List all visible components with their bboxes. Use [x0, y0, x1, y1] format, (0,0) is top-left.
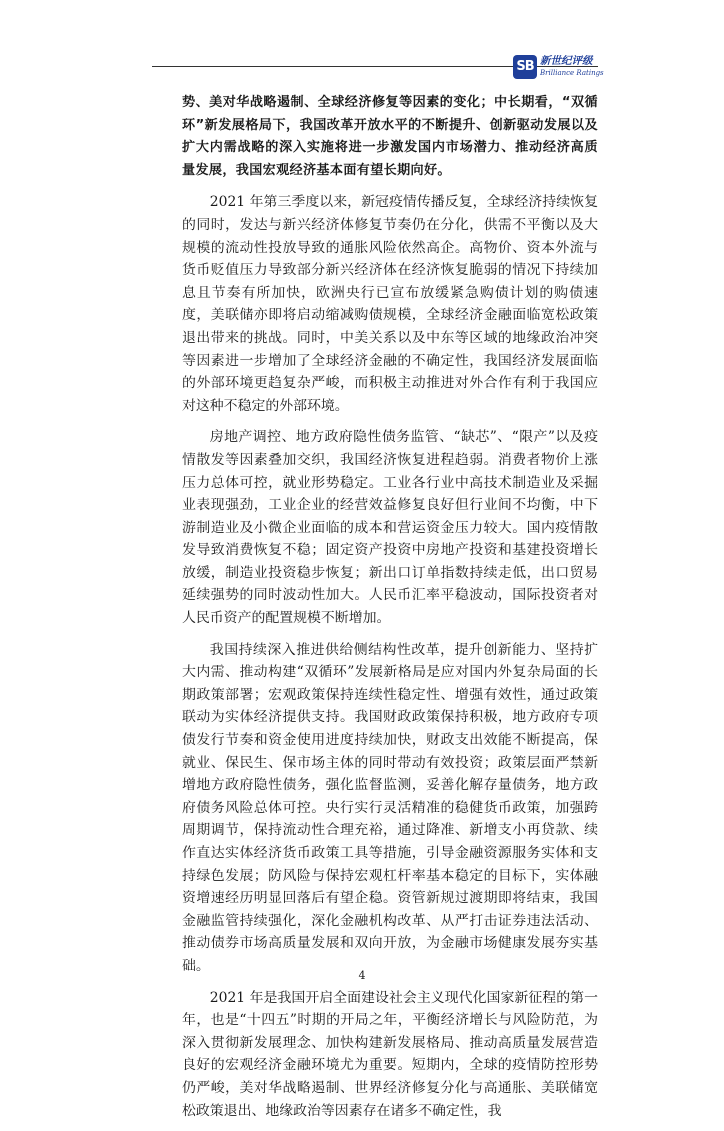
paragraph-outlook: 2021 年是我国开启全面建设社会主义现代化国家新征程的第一年，也是“十四五”时期的开局之年，平衡经济增长与风险防范，为深入贯彻新发展理念、加快构建新发展格局、推动高质量发展营造良好的宏观经济金融环境尤为重要。短期内，全球的疫情防控形势仍严峻，美对华战略遏制、世界经济修复分化与高通胀、美联储宽松政策退出、地缘政治等因素存在诸多不确定性，我: [182, 989, 598, 1119]
logo-mark-icon: SB: [513, 55, 537, 79]
logo-chinese-name: 新世纪评级: [540, 55, 593, 67]
logo-english-name: Brilliance Ratings: [540, 69, 604, 77]
brand-logo: [513, 50, 605, 82]
paragraph-policy: 我国持续深入推进供给侧结构性改革，提升创新能力、坚持扩大内需、推动构建“双循环”发展新格局是应对国内外复杂局面的长期政策部署；宏观政策保持连续性稳定性、增强有效性，通过政策联动为实体经济提供支持。我国财政政策保持积极，地方政府专项债发行节奏和资金使用进度持续加快，财政支出效能不断提高，保就业、保民生、保市场主体的同时带动有效投资；政策层面严禁新增地方政府隐性债务，强化监督监测，妥善化解存量债务，地方政府债务风险总体可控。央行实行灵活精准的稳健货币政策，加强跨周期调节，保持流动性合理充裕，通过降准、新增支小再贷款、续作直达实体经济货币政策工具等措施，引导金融资源服务实体和支持绿色发展；防风险与保持宏观杠杆率基本稳定的目标下，实体融资增速经历明显回落后有望企稳。资管新规过渡期即将结束，我国金融监管持续强化，深化金融机构改革、从严打击证券违法活动、推动债券市场高质量发展和双向开放，为金融市场健康发展夯实基础。: [182, 641, 598, 974]
paragraph-domestic-economy: 房地产调控、地方政府隐性债务监管、“缺芯”、“限产”以及疫情散发等因素叠加交织，我国经济恢复进程趋弱。消费者物价上涨压力总体可控，就业形势稳定。工业各行业中高技术制造业及采掘业表现强劲，工业企业的经营效益修复良好但行业间不均衡，中下游制造业及小微企业面临的成本和营运资金压力较大。国内疫情散发导致消费恢复不稳；固定资产投资中房地产投资和基建投资增长放缓，制造业投资稳步恢复；新出口订单指数持续走低，出口贸易延续强势的同时波动性加大。人民币汇率平稳波动，国际投资者对人民币资产的配置规模不断增加。: [182, 429, 598, 627]
paragraph-bold-summary: 势、美对华战略遏制、全球经济修复等因素的变化；中长期看，“双循环”新发展格局下，我国改革开放水平的不断提升、创新驱动发展以及扩大内需战略的深入实施将进一步激发国内市场潜力、推动经济高质量发展，我国宏观经济基本面有望长期向好。: [182, 95, 598, 178]
page-number: 4: [358, 969, 366, 982]
paragraph-global-economy: 2021 年第三季度以来，新冠疫情传播反复，全球经济持续恢复的同时，发达与新兴经济体修复节奏仍在分化，供需不平衡以及大规模的流动性投放导致的通胀风险依然高企。高物价、资本外流与货币贬值压力导致部分新兴经济体在经济恢复脆弱的情况下持续加息且节奏有所加快，欧洲央行已宣布放缓紧急购债计划的购债速度，美联储亦即将启动缩减购债规模，全球经济金融面临宽松政策退出带来的挑战。同时，中美关系以及中东等区域的地缘政治冲突等因素进一步增加了全球经济金融的不确定性，我国经济发展面临的外部环境更趋复杂严峻，而积极主动推进对外合作有利于我国应对这种不稳定的外部环境。: [182, 194, 598, 414]
